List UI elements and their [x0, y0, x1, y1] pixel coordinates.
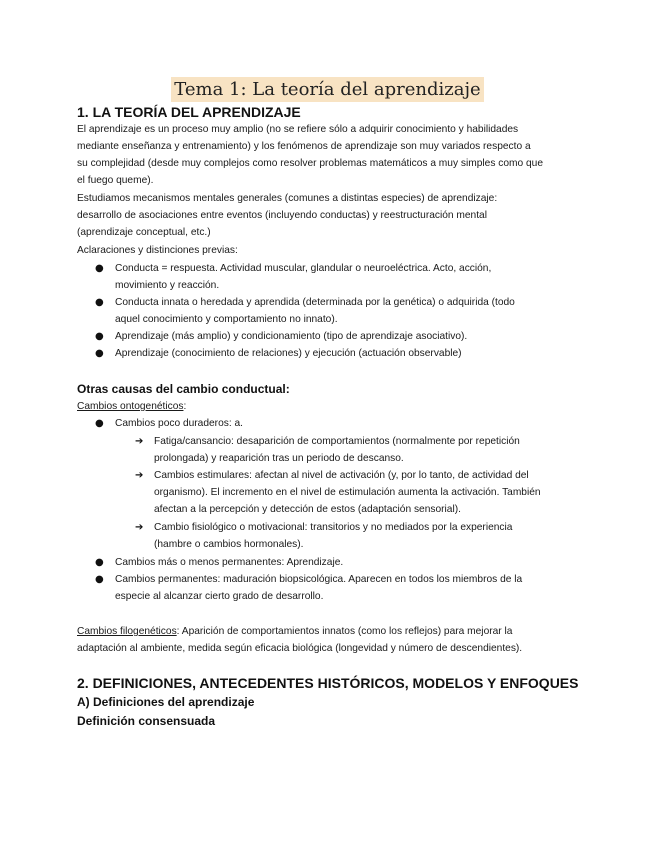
ontogenetic-label: Cambios ontogenéticos:: [77, 401, 187, 412]
section1-paragraph-1: El aprendizaje es un proceso muy amplio (no se refiere sólo a adquirir conocimiento y habilidades mediante enseñanza y entrenamiento) y los fenómenos de aprendizaje son muy variados respecto a su complejidad (desde muy complejos como resolver problemas matemáticos a muy simples como que el fuego queme).: [77, 124, 543, 186]
bullet-icon: ●: [95, 297, 104, 308]
subsection-a-heading: A) Definiciones del aprendizaje: [77, 695, 255, 709]
section2-heading: 2. DEFINICIONES, ANTECEDENTES HISTÓRICOS, MODELOS Y ENFOQUES: [77, 675, 579, 691]
list-item: Conducta innata o heredada y aprendida (determinada por la genética) o adquirida (todo aquel conocimiento y comportamiento no innato).: [115, 297, 515, 325]
list-item: Cambios más o menos permanentes: Aprendizaje.: [115, 557, 344, 568]
arrow-right-icon: ➔: [135, 522, 144, 533]
list-item: Cambios poco duraderos: a.: [115, 418, 243, 429]
arrow-right-icon: ➔: [135, 436, 144, 447]
bullet-icon: ●: [95, 263, 104, 274]
bullet-icon: ●: [95, 557, 104, 568]
list-item: Cambios permanentes: maduración biopsicológica. Aparecen en todos los miembros de la especie al alcanzar cierto grado de desarrollo.: [115, 574, 523, 602]
sub-list-item: Fatiga/cansancio: desaparición de comportamientos (normalmente por repetición prolongada) y reaparición tras un periodo de descanso.: [154, 436, 520, 464]
sub-list-item: Cambios estimulares: afectan al nivel de activación (y, por lo tanto, de actividad del organismo). El incremento en el nivel de estimulación aumenta la activación. También afectan a la percepción y detección de estos (adaptación sensorial).: [154, 470, 541, 515]
document-title: Tema 1: La teoría del aprendizaje: [171, 77, 483, 102]
causes-heading: Otras causas del cambio conductual:: [77, 382, 290, 396]
section1-paragraph-2: Estudiamos mecanismos mentales generales (comunes a distintas especies) de aprendizaje: desarrollo de asociaciones entre eventos (incluyendo conductas) y reestructuración mental (aprendizaje conceptual, etc.): [77, 193, 498, 238]
phylogenetic-paragraph: Cambios filogenéticos: Aparición de comportamientos innatos (como los reflejos) para mejorar la adaptación al ambiente, medida según eficacia biológica (longevidad y número de descendientes).: [77, 626, 523, 654]
list-item: Aprendizaje (conocimiento de relaciones) y ejecución (actuación observable): [115, 348, 462, 359]
sub-list-item: Cambio fisiológico o motivacional: transitorios y no mediados por la experiencia (hambre o cambios hormonales).: [154, 522, 513, 550]
list-item: Conducta = respuesta. Actividad muscular, glandular o neuroeléctrica. Acto, acción, movimiento y reacción.: [115, 263, 492, 291]
list-intro: Aclaraciones y distinciones previas:: [77, 245, 238, 256]
bullet-icon: ●: [95, 418, 104, 429]
arrow-right-icon: ➔: [135, 470, 144, 481]
bullet-icon: ●: [95, 331, 104, 342]
section1-heading: 1. LA TEORÍA DEL APRENDIZAJE: [77, 104, 301, 120]
subsection-consensus-heading: Definición consensuada: [77, 714, 216, 728]
bullet-icon: ●: [95, 348, 104, 359]
bullet-icon: ●: [95, 574, 104, 585]
list-item: Aprendizaje (más amplio) y condicionamiento (tipo de aprendizaje asociativo).: [115, 331, 468, 342]
title-container: [0, 77, 655, 102]
